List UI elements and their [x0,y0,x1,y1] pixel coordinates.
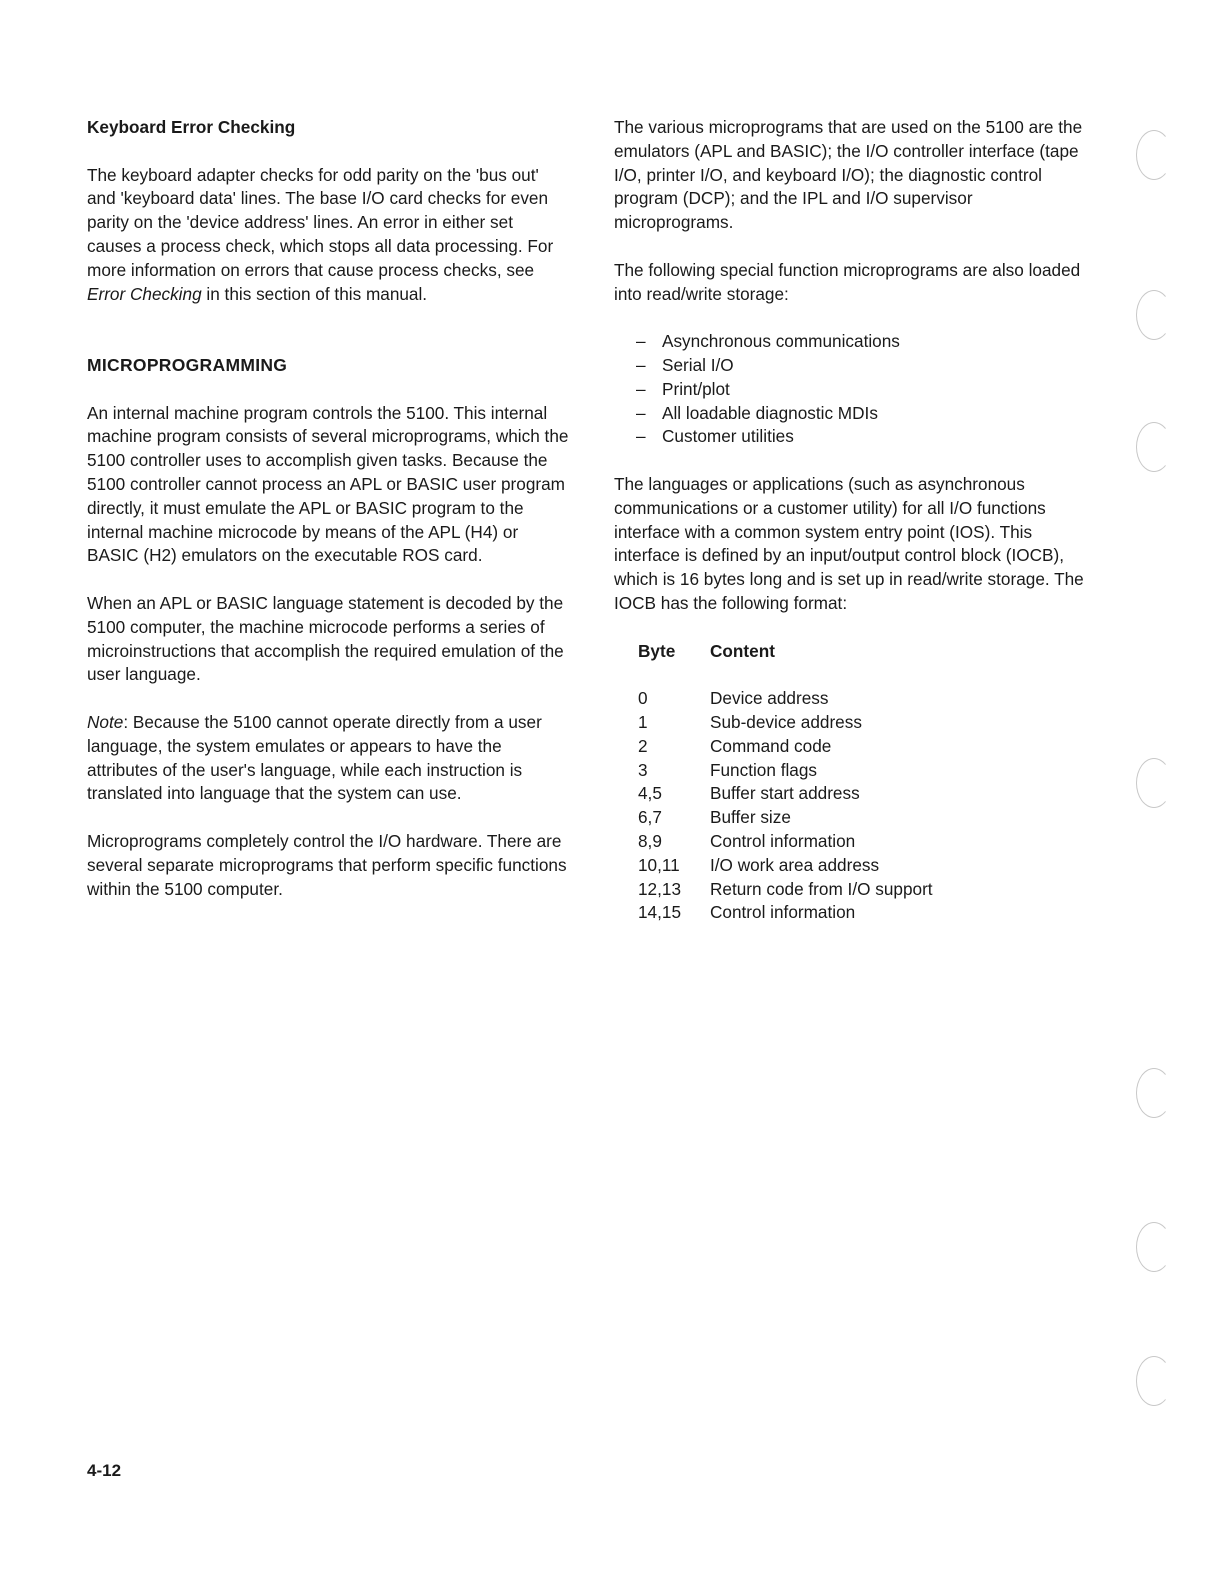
microprogramming-heading: MICROPROGRAMMING [87,354,288,375]
table-row [638,878,933,902]
byte-cell: 6,7 [638,807,662,828]
note-text: : Because the 5100 cannot operate directly from a user language, the system emulates or appears to have the attributes of the user's language, while each instruction is translated into language that the system can use. [87,711,542,804]
byte-cell: 4,5 [638,783,662,804]
kb-para-text-a: The keyboard adapter checks for odd parity on the 'bus out' and 'keyboard data' lines. The base I/O card checks for even parity on the 'device address' lines. An error in either set causes a process check, which stops all data processing. For more information on errors that cause process checks, see [87,164,554,280]
microprogramming-paragraph-2: When an APL or BASIC language statement is decoded by the 5100 computer, the machine microcode performs a series of microinstructions that accomplish the required emulation of the user language. [87,592,564,685]
table-row [638,711,933,735]
content-cell: Return code from I/O support [710,878,933,899]
table-row [638,806,933,830]
list-item: – Serial I/O [636,354,1094,378]
keyboard-error-checking-heading: Keyboard Error Checking [87,117,296,137]
iocb-format-table [638,640,933,926]
content-cell: Control information [710,902,856,923]
content-cell: Buffer size [710,807,791,828]
byte-cell: 2 [638,735,648,756]
microprogramming-paragraph-3: Microprograms completely control the I/O hardware. There are several separate microprograms that perform specific functions within the 5100 computer. [87,830,567,899]
special-function-list [614,330,1094,449]
note-paragraph [87,711,572,806]
error-checking-reference: Error Checking [87,283,202,304]
byte-cell: 10,11 [638,854,680,875]
table-row [638,854,933,878]
binder-hole-mark [1136,290,1172,340]
content-cell: I/O work area address [710,854,880,875]
special-function-paragraph: The following special function microprograms are also loaded into read/write storage: [614,259,1081,304]
binder-hole-mark [1136,758,1172,808]
right-column [614,116,1094,925]
kb-para-text-b: in this section of this manual. [201,283,428,304]
table-row [638,759,933,783]
byte-cell: 0 [638,688,648,709]
list-item: – Print/plot [636,378,1094,402]
content-cell: Device address [710,688,829,709]
content-column-header: Content [710,640,775,661]
table-row [638,735,933,759]
left-column [87,116,572,901]
keyboard-error-checking-paragraph [87,164,572,307]
byte-cell: 3 [638,759,648,780]
content-cell: Command code [710,735,832,756]
list-item: – Customer utilities [636,425,1094,449]
byte-cell: 14,15 [638,902,682,923]
iocb-paragraph: The languages or applications (such as asynchronous communications or a customer utility) for all I/O functions interface with a common system entry point (IOS). This interface is defined by an input/output control block (IOCB), which is 16 bytes long and is set up in read/write storage. The IOCB has the following format: [614,473,1084,613]
content-cell: Function flags [710,759,818,780]
note-label: Note [87,711,124,732]
binder-hole-mark [1136,130,1172,180]
list-item: – All loadable diagnostic MDIs [636,402,1094,426]
microprograms-paragraph: The various microprograms that are used on the 5100 are the emulators (APL and BASIC); the I/O controller interface (tape I/O, printer I/O, and keyboard I/O); the diagnostic control program (DCP); and the IPL and I/O supervisor microprograms. [614,117,1083,233]
microprogramming-paragraph-1: An internal machine program controls the 5100. This internal machine program consists of several microprograms, which the 5100 controller uses to accomplish given tasks. Because the 5100 controller cannot process an APL or BASIC user program directly, it must emulate the APL or BASIC program to the internal machine microcode by means of the APL (H4) or BASIC (H2) emulators on the executable ROS card. [87,402,569,566]
byte-column-header: Byte [638,640,676,661]
byte-cell: 1 [638,711,648,732]
table-row [638,782,933,806]
table-header-row [638,640,933,664]
content-cell: Sub-device address [710,711,862,732]
content-cell: Control information [710,830,856,851]
byte-cell: 8,9 [638,830,662,851]
list-item: – Asynchronous communications [636,330,1094,354]
byte-cell: 12,13 [638,878,682,899]
table-row [638,901,933,925]
binder-hole-mark [1136,422,1172,472]
binder-hole-mark [1136,1068,1172,1118]
binder-hole-mark [1136,1222,1172,1272]
content-cell: Buffer start address [710,783,860,804]
table-row [638,830,933,854]
page-number: 4-12 [87,1461,122,1480]
binder-hole-mark [1136,1356,1172,1406]
table-row [638,687,933,711]
